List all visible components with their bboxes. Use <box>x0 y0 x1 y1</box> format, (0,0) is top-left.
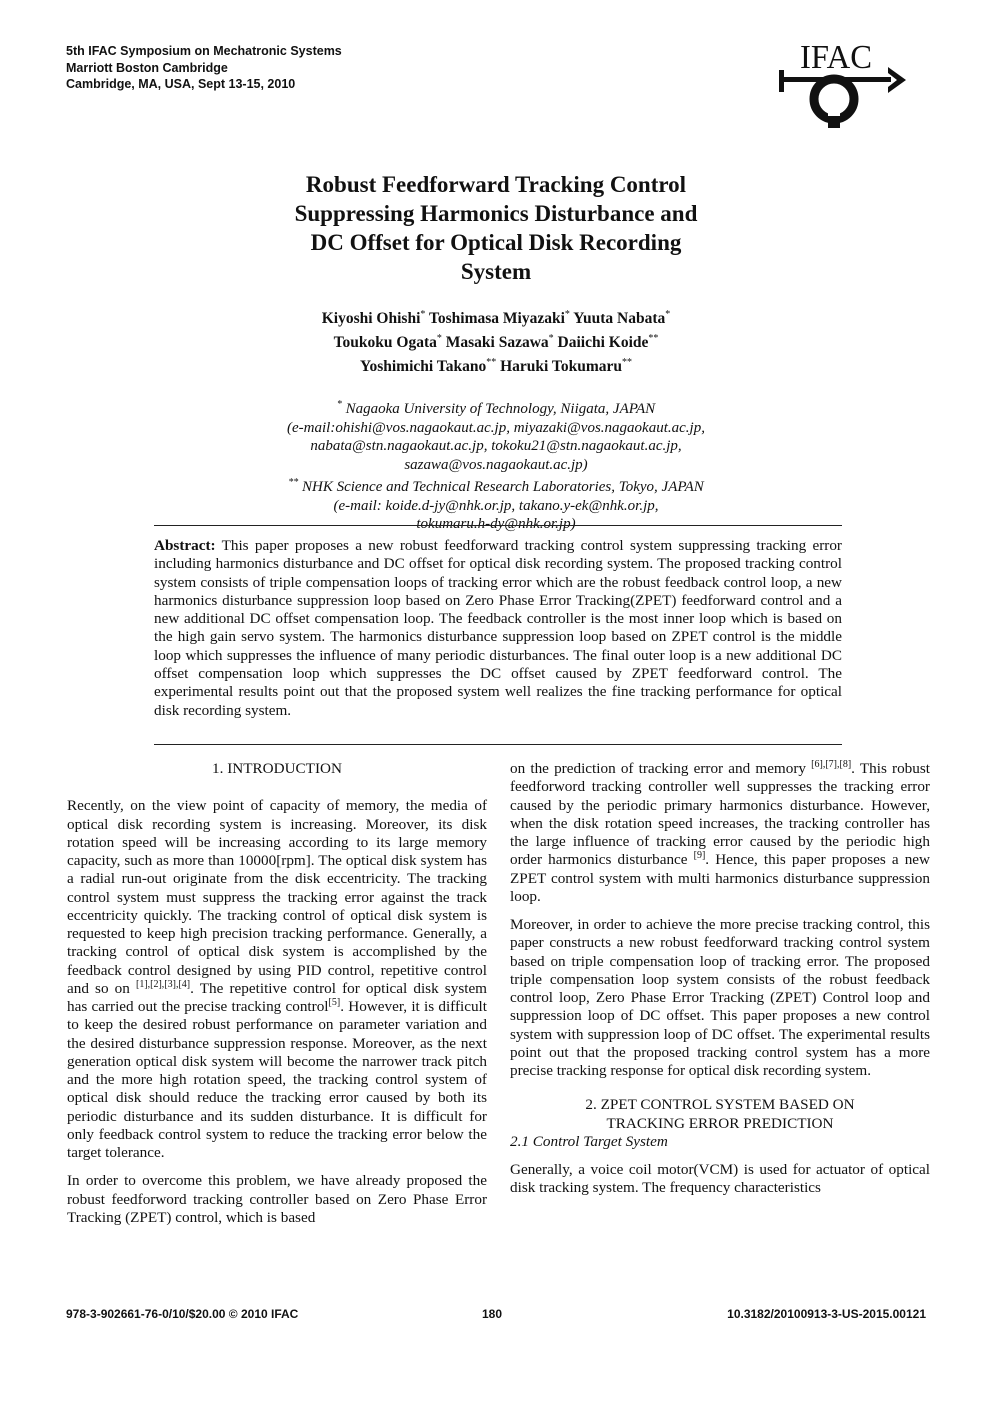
citation: [6],[7],[8] <box>811 758 852 770</box>
abstract-bottom-rule <box>154 744 842 745</box>
title-line-4: System <box>460 259 532 284</box>
citation: [9] <box>693 850 706 862</box>
affiliation-1: Nagaoka University of Technology, Niigata, JAPAN <box>345 401 656 418</box>
paragraph: Recently, on the view point of capacity of memory, the media of optical disk recording system is increasing. Moreover, its disk rotation speed will be increasing according to its large memory capacity, such as more than 10000[rpm]. The optical disk system has a radial run-out originate from the disk eccentricity. The tracking control system must suppress the tracking error against the track eccentricity quickly. The tracking control of optical disk system is requested to keep high precision tracking performance. Generally, a tracking control of optical disk system is accomplished by the feedback control designed by using PID control, repetitive control and so on [1],[2],[3],[4]. The repetitive control for optical disk system has carried out the precise tracking control[5]. However, it is difficult to keep the desired robust performance on parameter variation and the desired disturbance suppression response. Moreover, as the next generation optical disk system will become the narrower track pitch and the more high rotation speed, the tracking control system of optical disk should reduce the tracking error caused by both its periodic disturbance and its sudden disturbance. It is difficult for only feedback control system to reduce the tracking error below the target tolerance. <box>67 797 487 1161</box>
header-line-1: 5th IFAC Symposium on Mechatronic Systems <box>66 44 342 58</box>
author-name: Haruki Tokumaru <box>500 358 622 376</box>
author-name: Toukoku Ogata <box>333 334 437 352</box>
citation: [5] <box>328 996 341 1008</box>
author-name: Yoshimichi Takano <box>360 358 487 376</box>
author-name: Toshimasa Miyazaki <box>428 310 565 328</box>
footer-doi: 10.3182/20100913-3-US-2015.00121 <box>727 1307 926 1321</box>
page-footer <box>66 1307 926 1323</box>
paragraph: on the prediction of tracking error and memory [6],[7],[8]. This robust feedforword tracking controller well suppresses the tracking error caused by the periodic primary harmonics disturbance. However, when the disk rotation speed increases, the tracking controller has the large influence of tracking error caused by the periodic high order harmonics disturbance [9]. Hence, this paper proposes a new ZPET control system with multi harmonics disturbance suppression loop. <box>510 758 930 905</box>
author-list: Kiyoshi Ohishi* Toshimasa Miyazaki* Yuuta Nabata* Toukoku Ogata* Masaki Sazawa* Daiichi Koide** Yoshimichi Takano** Haruki Tokumaru** <box>321 309 671 376</box>
left-column <box>67 760 487 1227</box>
title-block <box>150 170 842 534</box>
author-name: Yuuta Nabata <box>573 310 666 328</box>
citation: [1],[2],[3],[4] <box>135 978 191 990</box>
title-line-2: Suppressing Harmonics Disturbance and <box>294 201 698 226</box>
section-heading: 1. INTRODUCTION <box>212 760 342 777</box>
subsection-heading: 2.1 Control Target System <box>510 1132 668 1150</box>
author-name: Daiichi Koide <box>557 334 649 352</box>
paragraph: In order to overcome this problem, we have already proposed the robust feedforword tracking controller based on Zero Phase Error Tracking (ZPET) control, which is based <box>67 1172 487 1226</box>
ifac-logo-text: IFAC <box>800 39 872 76</box>
header-line-3: Cambridge, MA, USA, Sept 13-15, 2010 <box>66 77 296 91</box>
footer-isbn: 978-3-902661-76-0/10/$20.00 © 2010 IFAC <box>66 1307 299 1321</box>
affiliation-2-emails: (e-mail: koide.d-jy@nhk.or.jp, takano.y-ek@nhk.or.jp, <box>333 497 659 514</box>
author-name: Masaki Sazawa <box>445 334 549 352</box>
page-number: 180 <box>482 1307 503 1321</box>
paragraph: Generally, a voice coil motor(VCM) is used for actuator of optical disk tracking system. The frequency characteristics <box>510 1161 930 1197</box>
abstract-top-rule <box>154 525 842 526</box>
header-line-2: Marriott Boston Cambridge <box>66 60 228 75</box>
affiliation-2: NHK Science and Technical Research Laboratories, Tokyo, JAPAN <box>301 479 704 496</box>
abstract-label: Abstract: <box>154 537 216 554</box>
paragraph: Moreover, in order to achieve the more precise tracking control, this paper constructs a new robust feedforward tracking control system based on triple compensation loop of tracking error. The proposed triple compensation loop system consists of the robust feedback control loop, Zero Phase Error Tracking (ZPET) Control loop and suppression loop of DC offset. This paper proposes a new control system with suppression loop of DC offset. The experimental results point out that the proposed tracking control system has a more precise tracking response for optical disk recording system. <box>510 916 930 1079</box>
section-heading: 2. ZPET CONTROL SYSTEM BASED ON TRACKING ERROR PREDICTION <box>585 1096 855 1132</box>
conference-header <box>66 43 342 93</box>
affiliation-1-emails: (e-mail:ohishi@vos.nagaokaut.ac.jp, miyazaki@vos.nagaokaut.ac.jp, <box>287 419 705 436</box>
title-line-1: Robust Feedforward Tracking Control <box>305 172 687 197</box>
abstract-text: This paper proposes a new robust feedforward tracking control system suppressing tracking error including harmonics disturbance and DC offset for optical disk recording system. The proposed tracking control system consists of triple compensation loops of tracking error which are the robust feedback control loop, a new harmonics disturbance suppression loop based on Zero Phase Error Tracking(ZPET) feedforward control and a new additional DC offset compensation loop. The feedback controller is the most inner loop which is based on the high gain servo system. The harmonics disturbance suppression loop based on ZPET control is the middle loop which suppresses the influence of many periodic disturbances. The final outer loop is a new additional DC offset compensation loop which suppresses the DC offset caused by ZPET feedforward control. The experimental results point out that the proposed system well realizes the fine tracking performance for optical disk recording system. <box>154 537 842 719</box>
abstract <box>154 537 842 720</box>
author-name: Kiyoshi Ohishi <box>321 310 421 328</box>
ifac-logo <box>776 37 908 129</box>
title-line-3: DC Offset for Optical Disk Recording <box>310 230 682 255</box>
affiliations: * Nagaoka University of Technology, Niigata, JAPAN (e-mail:ohishi@vos.nagaokaut.ac.jp, miyazaki@vos.nagaokaut.ac.jp, nabata@stn.nagaokaut.ac.jp, tokoku21@stn.nagaokaut.ac.jp, sazawa@vos.nagaokaut.ac.jp) ** NHK Science and Technical Research Laboratories, Tokyo, JAPAN (e-mail: koide.d-jy@nhk.or.jp, takano.y-ek@nhk.or.jp, tokumaru.h-dy@nhk.or.jp) <box>150 396 842 534</box>
right-column <box>510 760 930 1198</box>
paper-title <box>150 170 842 286</box>
